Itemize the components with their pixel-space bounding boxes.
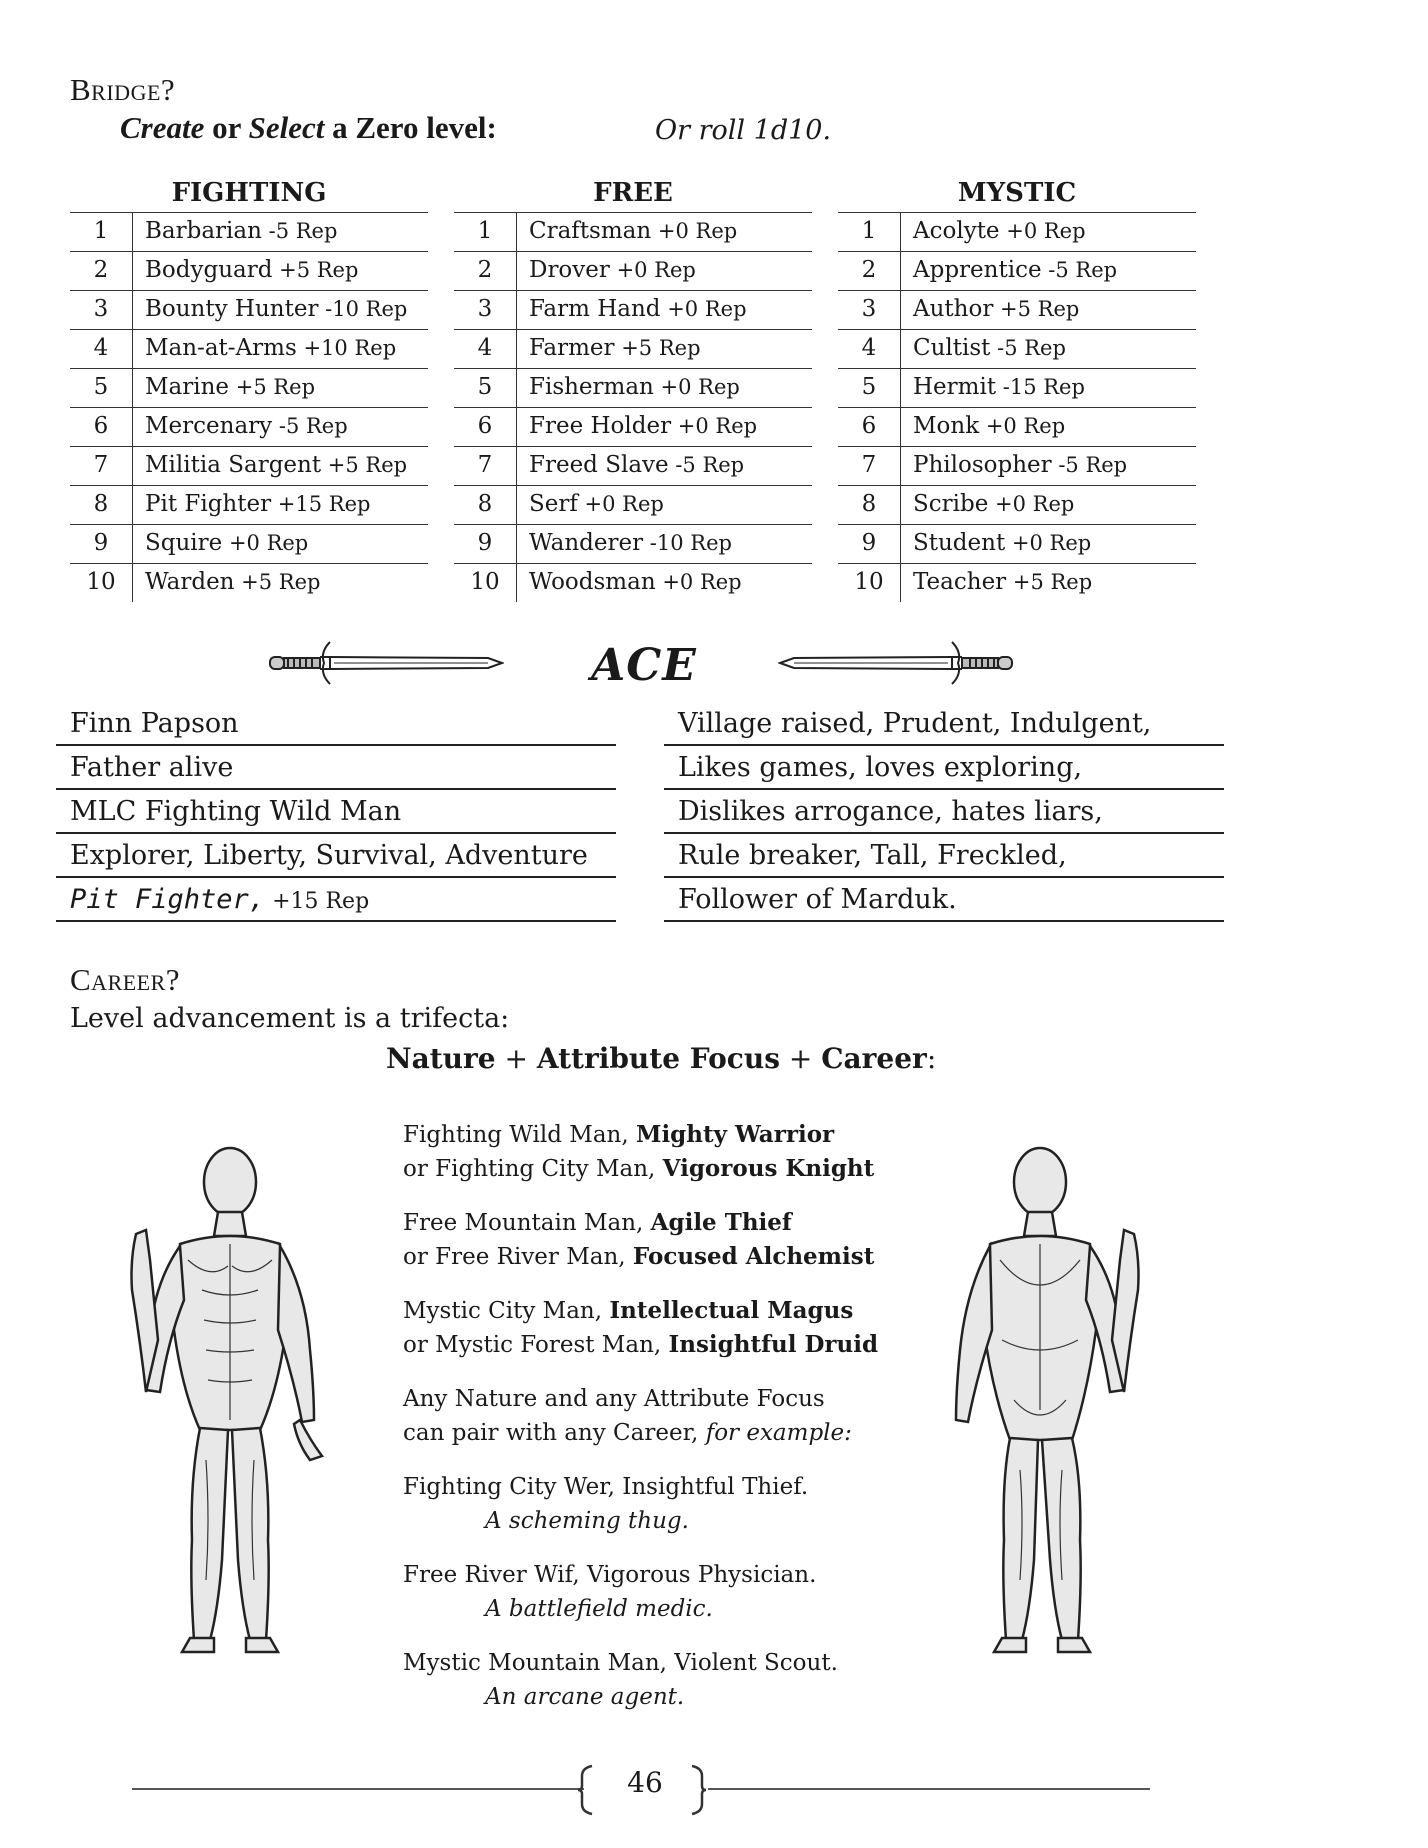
career-formula [386, 1042, 936, 1075]
row-occupation [517, 408, 757, 446]
row-occupation [901, 447, 1127, 485]
table-row [70, 447, 428, 486]
footer-rule-right [708, 1788, 1150, 1790]
occupation-rep: -5 Rep [668, 453, 745, 477]
ace-trait-line: Rule breaker, Tall, Freckled, [664, 834, 1224, 878]
table-row [454, 252, 812, 291]
table-row [454, 213, 812, 252]
career-heading: Career? [70, 962, 181, 997]
example-description: An arcane agent. [485, 1684, 685, 1710]
formula-plus: + [495, 1042, 537, 1075]
occupation-rep: -10 Rep [643, 531, 732, 555]
row-occupation [901, 525, 1091, 563]
occupation-rep: +0 Rep [988, 492, 1075, 516]
example-career: Mighty Warrior [635, 1121, 835, 1148]
career-intro: Level advancement is a trifecta: [70, 1003, 510, 1034]
occupation-name: Free Holder [529, 413, 672, 439]
formula-colon: : [926, 1042, 937, 1075]
subtitle-create: Create [120, 110, 205, 145]
row-occupation [901, 486, 1074, 524]
example-text: or Mystic Forest Man, [403, 1332, 669, 1358]
ace-title: ACE [591, 640, 697, 691]
anatomy-back-figure [930, 1140, 1170, 1660]
occupation-name: Militia Sargent [145, 452, 322, 478]
ace-values-line: Explorer, Liberty, Survival, Adventure [56, 834, 616, 878]
row-occupation [517, 486, 664, 524]
row-occupation [517, 213, 737, 251]
table-row [838, 252, 1196, 291]
occupation-name: Bounty Hunter [145, 296, 319, 322]
occupation-rep: +5 Rep [234, 570, 321, 594]
table-row [838, 291, 1196, 330]
table-header: FREE [454, 174, 812, 213]
occupation-name: Woodsman [529, 569, 656, 595]
table-row [454, 525, 812, 564]
example-career: Insightful Druid [668, 1331, 879, 1358]
row-occupation [901, 213, 1086, 251]
row-occupation [133, 408, 348, 446]
formula-nature: Nature [386, 1042, 496, 1075]
roll-note: Or roll 1d10. [655, 115, 832, 146]
occupation-name: Warden [145, 569, 235, 595]
row-occupation [517, 291, 747, 329]
sword-right-icon [778, 640, 1014, 686]
example-free [403, 1206, 923, 1274]
zero-table-mystic [838, 174, 1196, 602]
occupation-name: Philosopher [913, 452, 1052, 478]
example-mystic [403, 1294, 923, 1362]
example-fighting [403, 1118, 923, 1186]
row-occupation [133, 486, 370, 524]
occupation-name: Barbarian [145, 218, 262, 244]
table-header: MYSTIC [838, 174, 1196, 213]
occupation-rep: -5 Rep [1041, 258, 1118, 282]
table-row [838, 330, 1196, 369]
ace-zero-level-line [56, 878, 616, 922]
occupation-rep: +0 Rep [999, 219, 1086, 243]
ace-family-line: Father alive [56, 746, 616, 790]
table-row [838, 369, 1196, 408]
row-number: 10 [838, 564, 901, 602]
ace-trait-line: Likes games, loves exploring, [664, 746, 1224, 790]
occupation-name: Student [913, 530, 1006, 556]
zero-level-subtitle [120, 110, 497, 146]
subtitle-select: Select [248, 110, 325, 145]
occupation-rep: +5 Rep [321, 453, 408, 477]
row-occupation [133, 330, 396, 368]
row-number: 1 [454, 213, 517, 251]
table-row [70, 252, 428, 291]
row-occupation [133, 525, 308, 563]
example-any [403, 1382, 923, 1450]
row-number: 7 [454, 447, 517, 485]
career-examples [403, 1118, 923, 1734]
table-row [838, 486, 1196, 525]
row-number: 8 [70, 486, 133, 524]
sword-left-icon [268, 640, 504, 686]
example-agent [403, 1646, 923, 1714]
occupation-name: Marine [145, 374, 230, 400]
example-text: Mystic City Man, [403, 1298, 610, 1324]
page-number: 46 [627, 1766, 663, 1799]
table-row [454, 486, 812, 525]
example-medic [403, 1558, 923, 1626]
occupation-name: Serf [529, 491, 578, 517]
example-text: Free Mountain Man, [403, 1210, 651, 1236]
zero-table-free [454, 174, 812, 602]
row-number: 5 [454, 369, 517, 407]
example-text: Free River Wif, Vigorous Physician. [403, 1562, 817, 1588]
example-text: or Fighting City Man, [403, 1156, 663, 1182]
occupation-name: Author [913, 296, 994, 322]
row-occupation [133, 369, 315, 407]
occupation-name: Scribe [913, 491, 989, 517]
occupation-rep: -10 Rep [318, 297, 408, 321]
occupation-rep: +5 Rep [993, 297, 1080, 321]
occupation-rep: +0 Rep [651, 219, 738, 243]
occupation-rep: -15 Rep [996, 375, 1085, 399]
left-bracket-icon [576, 1764, 596, 1816]
occupation-name: Hermit [913, 374, 997, 400]
occupation-name: Monk [913, 413, 980, 439]
occupation-rep: +0 Rep [222, 531, 309, 555]
occupation-rep: +0 Rep [577, 492, 664, 516]
row-number: 9 [454, 525, 517, 563]
row-occupation [517, 252, 696, 290]
example-text: Mystic Mountain Man, Violent Scout. [403, 1650, 838, 1676]
table-row [454, 447, 812, 486]
table-row [454, 564, 812, 602]
row-occupation [133, 213, 337, 251]
subtitle-rest: a Zero level: [324, 110, 497, 145]
occupation-name: Craftsman [529, 218, 652, 244]
row-occupation [901, 564, 1092, 602]
table-row [838, 447, 1196, 486]
ace-trait-line: Village raised, Prudent, Indulgent, [664, 702, 1224, 746]
occupation-name: Squire [145, 530, 223, 556]
row-occupation [133, 564, 321, 602]
ace-origin-line: MLC Fighting Wild Man [56, 790, 616, 834]
footer-rule-left [132, 1788, 584, 1790]
example-thug [403, 1470, 923, 1538]
table-row [70, 525, 428, 564]
row-occupation [517, 330, 701, 368]
row-occupation [901, 408, 1065, 446]
table-row [454, 330, 812, 369]
row-number: 4 [838, 330, 901, 368]
example-description: A battlefield medic. [485, 1596, 713, 1622]
table-row [70, 486, 428, 525]
row-number: 8 [454, 486, 517, 524]
occupation-rep: +0 Rep [653, 375, 740, 399]
ace-name-line: Finn Papson [56, 702, 616, 746]
row-occupation [517, 369, 740, 407]
occupation-rep: -5 Rep [1051, 453, 1128, 477]
row-occupation [133, 252, 358, 290]
table-row [70, 291, 428, 330]
table-row [838, 213, 1196, 252]
table-row [454, 291, 812, 330]
example-description: A scheming thug. [485, 1508, 689, 1534]
occupation-name: Pit Fighter [145, 491, 272, 517]
occupation-name: Farm Hand [529, 296, 661, 322]
subtitle-or: or [204, 110, 249, 145]
occupation-rep: +0 Rep [671, 414, 758, 438]
row-number: 2 [70, 252, 133, 290]
example-career: Intellectual Magus [609, 1297, 854, 1324]
table-row [70, 330, 428, 369]
occupation-rep: +0 Rep [1005, 531, 1092, 555]
row-number: 4 [454, 330, 517, 368]
table-row [454, 369, 812, 408]
example-career: Agile Thief [650, 1209, 792, 1236]
row-number: 4 [70, 330, 133, 368]
row-occupation [133, 291, 407, 329]
row-number: 3 [454, 291, 517, 329]
row-number: 3 [70, 291, 133, 329]
formula-career: Career [821, 1042, 927, 1075]
occupation-name: Acolyte [913, 218, 1000, 244]
ace-trait-line: Follower of Marduk. [664, 878, 1224, 922]
formula-plus: + [779, 1042, 822, 1075]
example-text: Any Nature and any Attribute Focus [403, 1386, 825, 1412]
table-row [838, 525, 1196, 564]
example-text: Fighting City Wer, Insightful Thief. [403, 1474, 809, 1500]
ace-zero-level-handwritten: Pit Fighter, [70, 884, 266, 915]
occupation-name: Teacher [913, 569, 1007, 595]
table-row [70, 408, 428, 447]
row-number: 1 [70, 213, 133, 251]
row-occupation [901, 291, 1079, 329]
row-number: 9 [70, 525, 133, 563]
table-row [70, 213, 428, 252]
occupation-rep: +5 Rep [1006, 570, 1093, 594]
row-occupation [901, 252, 1117, 290]
occupation-rep: +0 Rep [660, 297, 747, 321]
zero-table-fighting [70, 174, 428, 602]
row-number: 10 [70, 564, 133, 602]
row-number: 2 [838, 252, 901, 290]
occupation-rep: +5 Rep [614, 336, 701, 360]
example-italic: for example: [705, 1420, 852, 1446]
occupation-name: Wanderer [529, 530, 644, 556]
occupation-rep: +0 Rep [655, 570, 742, 594]
occupation-name: Bodyguard [145, 257, 273, 283]
occupation-name: Mercenary [145, 413, 273, 439]
row-number: 8 [838, 486, 901, 524]
occupation-rep: +15 Rep [271, 492, 371, 516]
occupation-rep: -5 Rep [261, 219, 338, 243]
example-text: Fighting Wild Man, [403, 1122, 636, 1148]
table-row [70, 564, 428, 602]
occupation-name: Freed Slave [529, 452, 669, 478]
occupation-name: Cultist [913, 335, 991, 361]
row-number: 10 [454, 564, 517, 602]
row-occupation [901, 330, 1066, 368]
table-row [454, 408, 812, 447]
occupation-name: Man-at-Arms [145, 335, 297, 361]
formula-attribute-focus: Attribute Focus [536, 1042, 780, 1075]
anatomy-front-figure [110, 1140, 350, 1660]
ace-right-column [664, 702, 1224, 922]
bridge-heading: Bridge? [70, 72, 176, 107]
occupation-name: Drover [529, 257, 610, 283]
example-career: Focused Alchemist [632, 1243, 875, 1270]
occupation-rep: +0 Rep [979, 414, 1066, 438]
occupation-rep: -5 Rep [272, 414, 348, 438]
example-text: or Free River Man, [403, 1244, 633, 1270]
row-number: 7 [838, 447, 901, 485]
occupation-name: Fisherman [529, 374, 654, 400]
ace-left-column [56, 702, 616, 922]
row-occupation [517, 447, 744, 485]
row-number: 9 [838, 525, 901, 563]
row-number: 7 [70, 447, 133, 485]
occupation-name: Farmer [529, 335, 615, 361]
table-row [838, 564, 1196, 602]
row-number: 1 [838, 213, 901, 251]
row-number: 5 [70, 369, 133, 407]
ace-zero-level-rep: +15 Rep [265, 889, 370, 914]
row-occupation [517, 564, 742, 602]
row-number: 3 [838, 291, 901, 329]
row-number: 5 [838, 369, 901, 407]
example-text: can pair with any Career, [403, 1420, 706, 1446]
occupation-rep: +5 Rep [229, 375, 316, 399]
row-occupation [517, 525, 732, 563]
occupation-name: Apprentice [913, 257, 1042, 283]
row-number: 6 [454, 408, 517, 446]
occupation-rep: +0 Rep [609, 258, 696, 282]
row-occupation [133, 447, 407, 485]
occupation-rep: +10 Rep [296, 336, 397, 360]
right-bracket-icon [688, 1764, 708, 1816]
row-number: 6 [838, 408, 901, 446]
table-header: FIGHTING [70, 174, 428, 213]
ace-trait-line: Dislikes arrogance, hates liars, [664, 790, 1224, 834]
row-occupation [901, 369, 1085, 407]
example-career: Vigorous Knight [662, 1155, 875, 1182]
table-row [838, 408, 1196, 447]
occupation-rep: +5 Rep [272, 258, 359, 282]
row-number: 2 [454, 252, 517, 290]
table-row [70, 369, 428, 408]
occupation-rep: -5 Rep [990, 336, 1066, 360]
row-number: 6 [70, 408, 133, 446]
